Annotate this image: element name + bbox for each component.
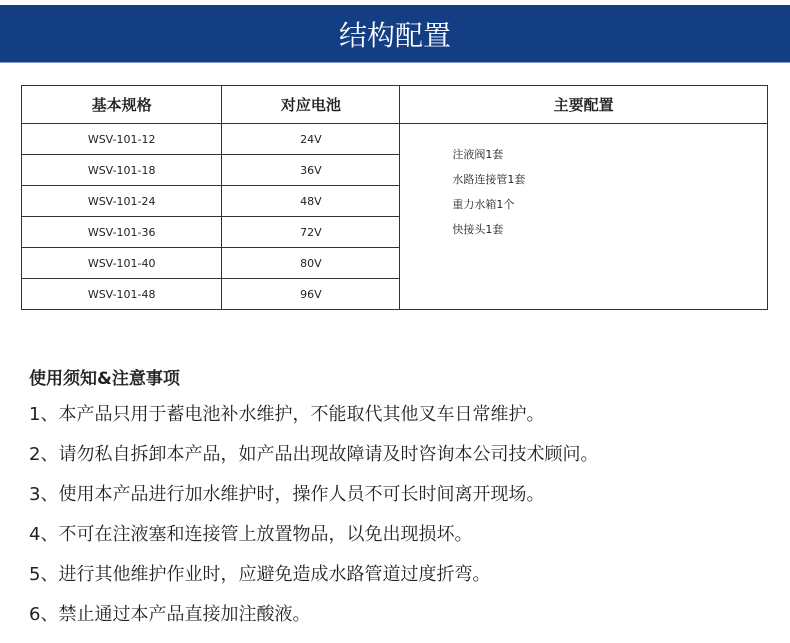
table-row: [22, 124, 768, 155]
header-model: 基本规格: [22, 86, 222, 124]
model-cell: WSV-101-24: [22, 186, 222, 217]
usage-notes: [29, 364, 598, 642]
note-item: 1、本产品只用于蓄电池补水维护，不能取代其他叉车日常维护。: [29, 404, 545, 425]
header-config: 主要配置: [400, 86, 768, 124]
model-cell: WSV-101-36: [22, 217, 222, 248]
section-banner: [0, 5, 790, 63]
note-item: 4、不可在注液塞和连接管上放置物品，以免出现损坏。: [29, 524, 473, 545]
spec-table: [21, 85, 768, 310]
table-header-row: [22, 86, 768, 124]
config-item: 注液阀1套: [452, 148, 504, 161]
note-item: 5、进行其他维护作业时，应避免造成水路管道过度折弯。: [29, 564, 491, 585]
note-item: 3、使用本产品进行加水维护时，操作人员不可长时间离开现场。: [29, 484, 545, 505]
battery-cell: 48V: [222, 186, 400, 217]
config-item: 水路连接管1套: [452, 173, 526, 186]
model-cell: WSV-101-18: [22, 155, 222, 186]
config-cell: [400, 124, 768, 310]
model-cell: WSV-101-48: [22, 279, 222, 310]
battery-cell: 24V: [222, 124, 400, 155]
battery-cell: 72V: [222, 217, 400, 248]
banner-title: 结构配置: [338, 18, 451, 52]
notes-title: 使用须知&注意事项: [29, 369, 180, 389]
battery-cell: 80V: [222, 248, 400, 279]
note-item: 2、请勿私自拆卸本产品，如产品出现故障请及时咨询本公司技术顾问。: [29, 444, 599, 465]
model-cell: WSV-101-12: [22, 124, 222, 155]
model-cell: WSV-101-40: [22, 248, 222, 279]
battery-cell: 36V: [222, 155, 400, 186]
config-item: 重力水箱1个: [452, 198, 515, 211]
note-item: 6、禁止通过本产品直接加注酸液。: [29, 604, 311, 625]
config-item: 快接头1套: [452, 223, 504, 236]
header-battery: 对应电池: [222, 86, 400, 124]
battery-cell: 96V: [222, 279, 400, 310]
